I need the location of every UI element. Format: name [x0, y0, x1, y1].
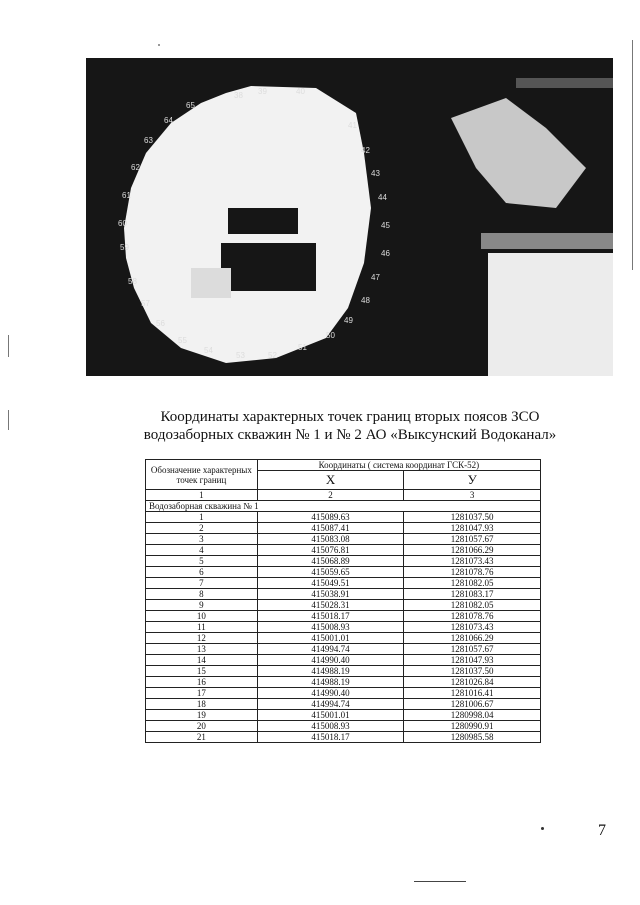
y-coordinate-cell: 1281082.05 [404, 600, 541, 611]
point-number-cell: 11 [146, 622, 258, 633]
point-label: 55 [178, 336, 187, 345]
point-number-cell: 20 [146, 721, 258, 732]
point-label: 43 [371, 169, 380, 178]
point-number-cell: 15 [146, 666, 258, 677]
page-number: 7 [598, 822, 606, 839]
point-label: 60 [118, 219, 127, 228]
title-line-1: Координаты характерных точек границ вторых поясов ЗСО [160, 409, 540, 425]
x-coordinate-cell: 415028.31 [257, 600, 404, 611]
x-coordinate-cell: 415008.93 [257, 622, 404, 633]
x-coordinate-cell: 415018.17 [257, 732, 404, 743]
column-number: 2 [257, 490, 404, 501]
point-label: 56 [156, 319, 165, 328]
y-coordinate-cell: 1281083.17 [404, 589, 541, 600]
point-number-cell: 9 [146, 600, 258, 611]
point-label: 48 [361, 296, 370, 305]
point-number-cell: 21 [146, 732, 258, 743]
x-coordinate-cell: 415049.51 [257, 578, 404, 589]
point-number-cell: 1 [146, 512, 258, 523]
x-coordinate-cell: 415068.89 [257, 556, 404, 567]
point-number-cell: 12 [146, 633, 258, 644]
column-number: 1 [146, 490, 258, 501]
scan-margin-mark [8, 410, 9, 430]
x-coordinate-cell: 415008.93 [257, 721, 404, 732]
aerial-map-image [86, 58, 613, 376]
point-label: 41 [348, 121, 357, 130]
table-row [146, 677, 541, 688]
scan-margin-mark [8, 335, 9, 357]
table-row [146, 578, 541, 589]
point-label: 58 [128, 277, 137, 286]
y-coordinate-cell: 1281026.84 [404, 677, 541, 688]
bullet-mark [541, 827, 544, 830]
x-coordinate-cell: 415076.81 [257, 545, 404, 556]
point-number-cell: 8 [146, 589, 258, 600]
y-coordinate-cell: 1281066.29 [404, 545, 541, 556]
table-row [146, 710, 541, 721]
column-number: 3 [404, 490, 541, 501]
footer-rule [414, 881, 466, 882]
x-coordinate-cell: 415038.91 [257, 589, 404, 600]
table-row [146, 512, 541, 523]
table-row [146, 633, 541, 644]
point-label: 54 [204, 346, 213, 355]
table-row [146, 732, 541, 743]
y-coordinate-cell: 1281037.50 [404, 512, 541, 523]
y-coordinate-cell: 1281057.67 [404, 534, 541, 545]
point-label: 39 [258, 87, 267, 96]
y-coordinate-cell: 1281047.93 [404, 655, 541, 666]
x-coordinate-cell: 414988.19 [257, 677, 404, 688]
x-coordinate-cell: 414994.74 [257, 644, 404, 655]
scan-margin-mark [632, 40, 633, 270]
point-number-cell: 6 [146, 567, 258, 578]
header-designation: Обозначение характерных точек границ [146, 460, 258, 490]
point-label: 49 [344, 316, 353, 325]
table-row [146, 556, 541, 567]
header-coordinates: Координаты ( система координат ГСК-52) [257, 460, 540, 471]
section-label: Водозаборная скважина № 1 [146, 501, 541, 512]
y-coordinate-cell: 1281073.43 [404, 622, 541, 633]
x-coordinate-cell: 415001.01 [257, 633, 404, 644]
point-label: 42 [361, 146, 370, 155]
point-label: 64 [164, 116, 173, 125]
column-number-row [146, 490, 541, 501]
table-row [146, 655, 541, 666]
point-number-cell: 16 [146, 677, 258, 688]
y-coordinate-cell: 1281082.05 [404, 578, 541, 589]
point-number-cell: 3 [146, 534, 258, 545]
point-number-cell: 13 [146, 644, 258, 655]
y-coordinate-cell: 1281078.76 [404, 567, 541, 578]
table-row [146, 666, 541, 677]
scan-speck [158, 44, 160, 46]
point-label: 61 [122, 191, 131, 200]
title-line-2: водозаборных скважин № 1 и № 2 АО «Выксунский Водоканал» [143, 427, 557, 443]
table-row [146, 523, 541, 534]
coordinates-table [145, 459, 541, 743]
point-label: 50 [326, 331, 335, 340]
point-number-cell: 7 [146, 578, 258, 589]
y-coordinate-cell: 1281066.29 [404, 633, 541, 644]
table-body [146, 512, 541, 743]
table-row [146, 622, 541, 633]
x-coordinate-cell: 415087.41 [257, 523, 404, 534]
x-coordinate-cell: 415089.63 [257, 512, 404, 523]
y-coordinate-cell: 1281073.43 [404, 556, 541, 567]
point-label: 45 [381, 221, 390, 230]
x-coordinate-cell: 415018.17 [257, 611, 404, 622]
y-coordinate-cell: 1281078.76 [404, 611, 541, 622]
y-coordinate-cell: 1281006.67 [404, 699, 541, 710]
point-label: 47 [371, 273, 380, 282]
point-number-cell: 14 [146, 655, 258, 666]
point-label: 53 [236, 351, 245, 360]
table-row [146, 567, 541, 578]
point-label: 57 [141, 299, 150, 308]
point-number-cell: 5 [146, 556, 258, 567]
point-label: 65 [186, 101, 195, 110]
point-label: 63 [144, 136, 153, 145]
header-y: У [404, 471, 541, 490]
point-label: 51 [298, 343, 307, 352]
y-coordinate-cell: 1281047.93 [404, 523, 541, 534]
table-row [146, 545, 541, 556]
x-coordinate-cell: 414994.74 [257, 699, 404, 710]
point-number-cell: 17 [146, 688, 258, 699]
table-row [146, 721, 541, 732]
y-coordinate-cell: 1281057.67 [404, 644, 541, 655]
point-label: 38 [234, 91, 243, 100]
table-row [146, 534, 541, 545]
x-coordinate-cell: 415083.08 [257, 534, 404, 545]
table-header-row [146, 460, 541, 471]
point-number-cell: 2 [146, 523, 258, 534]
x-coordinate-cell: 414990.40 [257, 655, 404, 666]
table-row [146, 699, 541, 710]
x-coordinate-cell: 414990.40 [257, 688, 404, 699]
y-coordinate-cell: 1280990.91 [404, 721, 541, 732]
table-row [146, 611, 541, 622]
point-number-cell: 10 [146, 611, 258, 622]
point-label: 62 [131, 163, 140, 172]
point-label: 59 [120, 243, 129, 252]
point-label: 40 [296, 87, 305, 96]
point-label: 46 [381, 249, 390, 258]
point-label: 44 [378, 193, 387, 202]
point-number-cell: 19 [146, 710, 258, 721]
point-number-cell: 4 [146, 545, 258, 556]
section-row [146, 501, 541, 512]
y-coordinate-cell: 1281016.41 [404, 688, 541, 699]
table-row [146, 688, 541, 699]
table-row [146, 644, 541, 655]
y-coordinate-cell: 1281037.50 [404, 666, 541, 677]
table-row [146, 589, 541, 600]
y-coordinate-cell: 1280985.58 [404, 732, 541, 743]
header-x: X [257, 471, 404, 490]
table-row [146, 600, 541, 611]
y-coordinate-cell: 1280998.04 [404, 710, 541, 721]
point-label: 52 [268, 351, 277, 360]
x-coordinate-cell: 415001.01 [257, 710, 404, 721]
x-coordinate-cell: 414988.19 [257, 666, 404, 677]
document-title [110, 408, 590, 444]
x-coordinate-cell: 415059.65 [257, 567, 404, 578]
point-number-cell: 18 [146, 699, 258, 710]
